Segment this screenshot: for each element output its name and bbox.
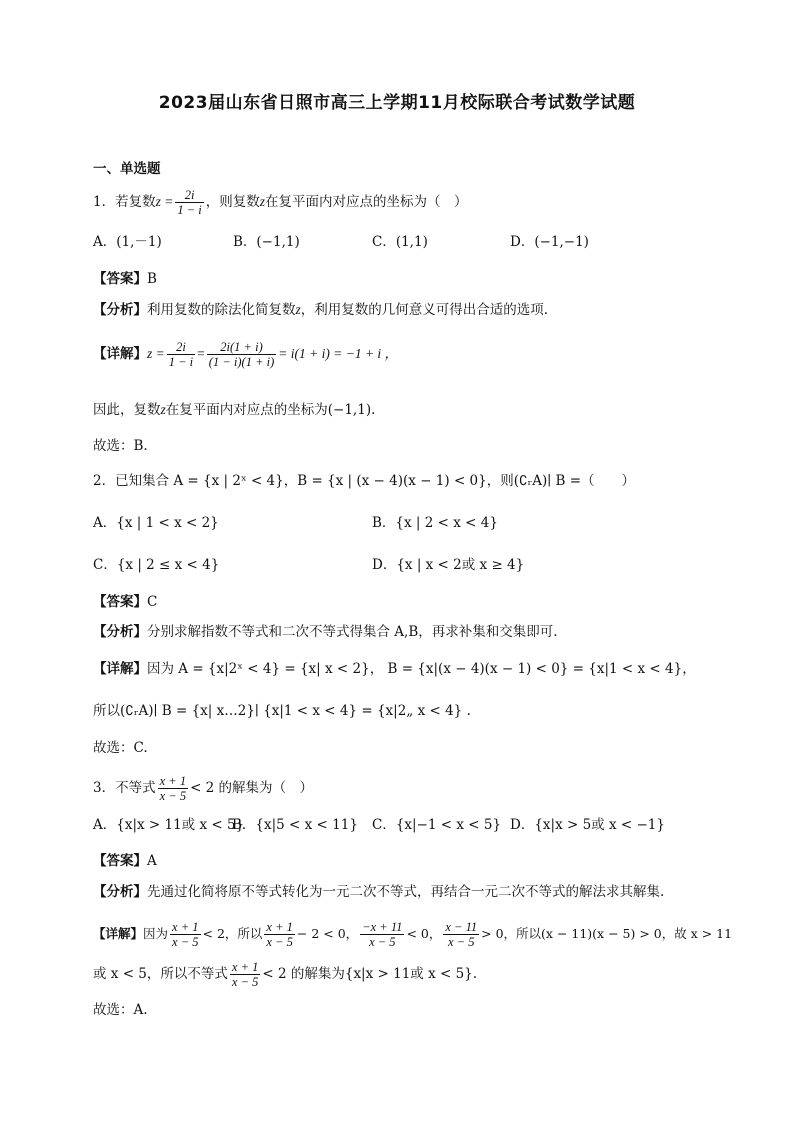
q3-detail-tag: 【详解】 [93,926,144,941]
q3-detail2-a: 或 x < 5，所以不等式 [93,966,228,982]
q2-stem: 2．已知集合 A = {x | 2ˣ < 4}，B = {x | (x − 4)(x − 1) < 0}，则(∁ᵣA)∣ B =（ ） [93,473,636,489]
q3-detail2-b: < 2 的解集为{x|x > 11或 x < 5}. [262,966,478,982]
q1-frac-den: 1 − i [177,203,202,217]
q3-detail2-frac [230,960,260,989]
q3-detail [93,920,732,949]
q1-conclusion-prefix: 因此，复数 [93,402,161,418]
q1-frac-num: 2i [175,188,203,203]
q1-option-d: D．(−1,−1) [510,234,589,250]
q3-detail-c: − 2 < 0， [296,926,359,941]
q1-conclusion-tail: 在复平面内对应点的坐标为(−1,1). [165,402,376,418]
q3-detail-frac2-den: x − 5 [266,935,293,949]
q3-answer [93,851,157,871]
q2-detail-text: 因为 A = {x|2ˣ < 4} = {x| x < 2}， B = {x|(x − 4)(x − 1) < 0} = {x|1 < x < 4}， [147,661,696,677]
q1-detail-frac1-num: 2i [167,340,195,355]
q2-answer-value: C [147,594,158,610]
q3-frac-num: x + 1 [159,774,187,788]
q3-detail2-frac-den: x − 5 [231,975,259,989]
q1-stem-lhs: z = [155,194,174,209]
q3-detail-a: 因为 [143,926,169,941]
q3-stem-prefix: 3．不等式 [93,780,156,796]
q1-detail-frac2-den: (1 − i)(1 + i) [208,355,275,369]
q3-detail-frac2-num: x + 1 [266,920,293,934]
q1-answer-tag: 【答案】 [93,271,147,287]
q2-answer-tag: 【答案】 [93,594,147,610]
q2-detail-2: 所以(∁ᵣA)∣ B = {x| x…2}∣ {x|1 < x < 4} = {x|2„ x < 4} . [93,703,471,719]
q1-stem-tail: 在复平面内对应点的坐标为（ ） [265,194,468,210]
q2-analysis [93,622,558,642]
q1-detail: 【详解】z = $\frac{2i}{1 - i}$ = $\frac{2i(1 + i)}{(1 - i)(1 + i)}$ = i(1 + i) = −1 + i ， [93,340,399,369]
q1-detail-rhs: = i(1 + i) = −1 + i ， [278,346,399,361]
q1-stem-fraction [175,188,203,217]
q3-option-a: A．{x|x > 11或 x < 5} [93,817,245,833]
q3-detail-e: > 0，所以(x − 11)(x − 5) > 0，故 x > 11 [481,926,733,941]
q3-detail-frac3 [360,920,404,949]
q2-analysis-tag: 【分析】 [93,624,147,640]
q1-answer-value: B [147,271,157,287]
q1-analysis-tail: ，利用复数的几何意义可得出合适的选项. [300,302,549,318]
q2-choice: 故选：C. [93,740,148,756]
q1-option-a: A．(1,－1) [93,234,162,250]
q1-choice: 故选：B. [93,438,148,454]
q3-option-c: C．{x|−1 < x < 5} [372,817,502,833]
q3-stem-tail: < 2 的解集为（ ） [190,780,314,796]
q1-stem [93,188,468,217]
q2-detail [93,659,696,679]
q2-answer [93,592,157,612]
q3-analysis-text: 先通过化简将原不等式转化为一元二次不等式，再结合一元二次不等式的解法求其解集. [147,884,665,900]
q2-option-a: A．{x | 1 < x < 2} [93,515,219,531]
q3-option-b: B．{x|5 < x < 11} [232,817,358,833]
q3-detail-frac1-num: x + 1 [172,920,199,934]
q2-option-d: D．{x | x < 2或 x ≥ 4} [372,557,525,573]
page-title: 2023届山东省日照市高三上学期11月校际联合考试数学试题 [158,93,636,113]
q3-stem-fraction [158,774,188,803]
q2-analysis-text: 分别求解指数不等式和二次不等式得集合 A,B，再求补集和交集即可. [147,624,558,640]
q3-detail-frac4-num: x − 11 [445,920,478,934]
q1-detail-tag: 【详解】 [93,346,147,362]
q1-analysis-tag: 【分析】 [93,302,147,318]
q3-detail-frac1 [170,920,200,949]
q3-detail-frac4-den: x − 5 [448,935,475,949]
q1-analysis-text: 利用复数的除法化简复数 [147,302,296,318]
q1-detail-frac1 [167,340,195,369]
q3-answer-value: A [147,853,157,869]
q1-option-b: B．(−1,1) [233,234,300,250]
section-heading: 一、单选题 [93,161,161,177]
q1-detail-frac2 [207,340,276,369]
q3-detail-2 [93,960,477,989]
q1-answer [93,269,157,289]
q3-frac-den: x − 5 [159,789,187,803]
q1-conclusion-var: z [160,402,166,417]
q3-detail2-frac-num: x + 1 [231,960,259,974]
q1-stem-prefix: 1．若复数 [93,194,156,210]
q3-analysis [93,882,664,902]
q3-detail-d: < 0， [406,926,442,941]
q3-detail-frac4 [443,920,479,949]
q3-detail-b: < 2，所以 [202,926,263,941]
q3-detail-frac2 [264,920,294,949]
q1-option-c: C．(1,1) [372,234,428,250]
q1-analysis-var: z [295,302,301,317]
q1-detail-frac1-den: 1 − i [168,355,194,369]
q1-stem-suffix: ，则复数 [205,194,260,210]
q3-answer-tag: 【答案】 [93,853,147,869]
q1-conclusion [93,400,375,420]
q2-detail-tag: 【详解】 [93,661,147,677]
q3-detail-frac3-den: x − 5 [369,935,396,949]
q1-detail-frac2-num: 2i(1 + i) [207,340,276,355]
q3-detail-frac3-num: −x + 11 [362,920,403,934]
q1-stem-var: z [259,194,266,209]
q2-option-c: C．{x | 2 ≤ x < 4} [93,557,220,573]
q3-choice: 故选：A. [93,1002,148,1018]
q3-analysis-tag: 【分析】 [93,884,147,900]
q2-option-b: B．{x | 2 < x < 4} [372,515,498,531]
q3-stem [93,774,313,803]
q3-detail-frac1-den: x − 5 [172,935,199,949]
q3-option-d: D．{x|x > 5或 x < −1} [510,817,665,833]
q1-detail-lhs: z = [147,346,165,361]
q1-analysis [93,300,548,320]
